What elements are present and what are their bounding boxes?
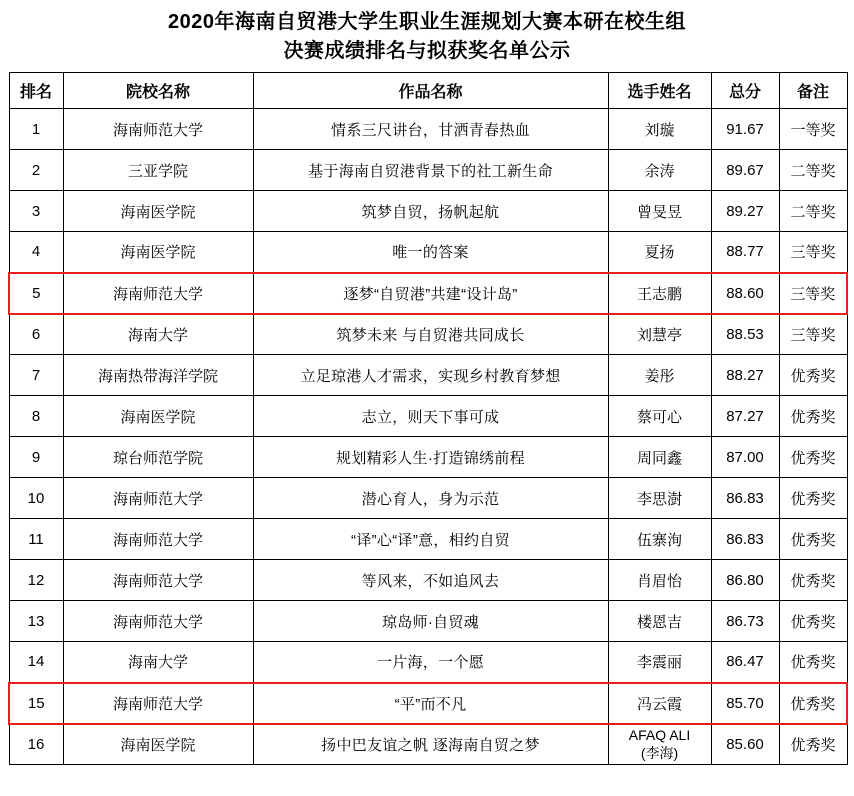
cell-rank: 15 [9, 683, 63, 724]
table-header-row [9, 73, 847, 109]
cell-school: 海南热带海洋学院 [63, 355, 253, 396]
cell-player: 周同鑫 [608, 437, 711, 478]
page-title [0, 0, 854, 72]
cell-rank: 8 [9, 396, 63, 437]
cell-work: “译”心“译”意，相约自贸 [253, 519, 608, 560]
cell-score: 85.70 [711, 683, 779, 724]
cell-note: 优秀奖 [779, 560, 847, 601]
table-row [9, 355, 847, 396]
cell-player: 曾旻昱 [608, 191, 711, 232]
table-header [9, 73, 847, 109]
cell-score: 87.27 [711, 396, 779, 437]
cell-score: 87.00 [711, 437, 779, 478]
table-row [9, 560, 847, 601]
column-header-rank: 排名 [9, 73, 63, 109]
cell-school: 海南医学院 [63, 191, 253, 232]
cell-rank: 6 [9, 314, 63, 355]
cell-score: 88.60 [711, 273, 779, 314]
cell-rank: 2 [9, 150, 63, 191]
cell-work: 规划精彩人生·打造锦绣前程 [253, 437, 608, 478]
table-row [9, 683, 847, 724]
cell-player: 冯云霞 [608, 683, 711, 724]
cell-player: 王志鹏 [608, 273, 711, 314]
table-row [9, 150, 847, 191]
cell-player: 伍寨洵 [608, 519, 711, 560]
cell-player: 楼恩吉 [608, 601, 711, 642]
cell-work: 潜心育人，身为示范 [253, 478, 608, 519]
cell-note: 优秀奖 [779, 724, 847, 765]
cell-score: 86.73 [711, 601, 779, 642]
cell-school: 琼台师范学院 [63, 437, 253, 478]
cell-score: 86.80 [711, 560, 779, 601]
cell-note: 优秀奖 [779, 355, 847, 396]
table-row [9, 478, 847, 519]
table-row [9, 109, 847, 150]
table-row [9, 601, 847, 642]
cell-player [608, 724, 711, 765]
cell-school: 海南师范大学 [63, 683, 253, 724]
cell-rank: 12 [9, 560, 63, 601]
cell-school: 海南医学院 [63, 232, 253, 273]
cell-school: 三亚学院 [63, 150, 253, 191]
cell-note: 优秀奖 [779, 519, 847, 560]
table-row [9, 314, 847, 355]
table-row [9, 191, 847, 232]
cell-rank: 5 [9, 273, 63, 314]
cell-school: 海南师范大学 [63, 560, 253, 601]
table-row [9, 724, 847, 765]
column-header-player: 选手姓名 [608, 73, 711, 109]
cell-work: 扬中巴友谊之帆 逐海南自贸之梦 [253, 724, 608, 765]
table-row [9, 642, 847, 683]
cell-rank: 3 [9, 191, 63, 232]
cell-player: 蔡可心 [608, 396, 711, 437]
cell-school: 海南师范大学 [63, 478, 253, 519]
cell-work: 筑梦未来 与自贸港共同成长 [253, 314, 608, 355]
cell-note: 三等奖 [779, 314, 847, 355]
cell-school: 海南师范大学 [63, 601, 253, 642]
cell-rank: 7 [9, 355, 63, 396]
cell-player: 李思澍 [608, 478, 711, 519]
cell-player: 余涛 [608, 150, 711, 191]
cell-score: 88.77 [711, 232, 779, 273]
table-body [9, 109, 847, 765]
cell-player: 李震丽 [608, 642, 711, 683]
cell-note: 优秀奖 [779, 396, 847, 437]
cell-rank: 4 [9, 232, 63, 273]
cell-work: 基于海南自贸港背景下的社工新生命 [253, 150, 608, 191]
cell-school: 海南大学 [63, 642, 253, 683]
cell-note: 二等奖 [779, 191, 847, 232]
cell-work: “平”而不凡 [253, 683, 608, 724]
cell-note: 优秀奖 [779, 683, 847, 724]
table-row [9, 396, 847, 437]
cell-school: 海南师范大学 [63, 109, 253, 150]
cell-school: 海南师范大学 [63, 273, 253, 314]
cell-note: 二等奖 [779, 150, 847, 191]
cell-player: 肖眉怡 [608, 560, 711, 601]
table-row [9, 437, 847, 478]
cell-rank: 14 [9, 642, 63, 683]
title-line-2: 决赛成绩排名与拟获奖名单公示 [283, 40, 571, 62]
column-header-work: 作品名称 [253, 73, 608, 109]
cell-score: 89.27 [711, 191, 779, 232]
cell-note: 优秀奖 [779, 601, 847, 642]
cell-work: 一片海，一个愿 [253, 642, 608, 683]
cell-score: 91.67 [711, 109, 779, 150]
cell-rank: 16 [9, 724, 63, 765]
cell-work: 逐梦“自贸港”共建“设计岛” [253, 273, 608, 314]
cell-school: 海南师范大学 [63, 519, 253, 560]
cell-work: 等风来，不如追风去 [253, 560, 608, 601]
table-row [9, 232, 847, 273]
cell-rank: 1 [9, 109, 63, 150]
results-table [8, 72, 848, 765]
cell-work: 立足琼港人才需求，实现乡村教育梦想 [253, 355, 608, 396]
cell-score: 86.47 [711, 642, 779, 683]
cell-player: 姜彤 [608, 355, 711, 396]
table-row [9, 273, 847, 314]
cell-school: 海南大学 [63, 314, 253, 355]
cell-score: 89.67 [711, 150, 779, 191]
cell-rank: 13 [9, 601, 63, 642]
cell-work: 情系三尺讲台，甘洒青春热血 [253, 109, 608, 150]
cell-score: 88.27 [711, 355, 779, 396]
cell-score: 85.60 [711, 724, 779, 765]
cell-note: 优秀奖 [779, 437, 847, 478]
cell-work: 琼岛师·自贸魂 [253, 601, 608, 642]
cell-rank: 10 [9, 478, 63, 519]
cell-player-multiline: AFAQ ALI (李海) [628, 727, 691, 762]
cell-player: 刘璇 [608, 109, 711, 150]
cell-work: 筑梦自贸，扬帆起航 [253, 191, 608, 232]
cell-note: 三等奖 [779, 232, 847, 273]
cell-score: 86.83 [711, 478, 779, 519]
table-row [9, 519, 847, 560]
cell-rank: 11 [9, 519, 63, 560]
column-header-school: 院校名称 [63, 73, 253, 109]
cell-note: 三等奖 [779, 273, 847, 314]
cell-player: 夏扬 [608, 232, 711, 273]
title-line-1: 2020年海南自贸港大学生职业生涯规划大赛本研在校生组 [168, 11, 686, 33]
cell-work: 志立，则天下事可成 [253, 396, 608, 437]
cell-note: 优秀奖 [779, 642, 847, 683]
cell-score: 88.53 [711, 314, 779, 355]
cell-player: 刘慧亭 [608, 314, 711, 355]
cell-score: 86.83 [711, 519, 779, 560]
cell-rank: 9 [9, 437, 63, 478]
column-header-note: 备注 [779, 73, 847, 109]
column-header-score: 总分 [711, 73, 779, 109]
cell-note: 一等奖 [779, 109, 847, 150]
cell-school: 海南医学院 [63, 724, 253, 765]
cell-work: 唯一的答案 [253, 232, 608, 273]
cell-note: 优秀奖 [779, 478, 847, 519]
cell-school: 海南医学院 [63, 396, 253, 437]
